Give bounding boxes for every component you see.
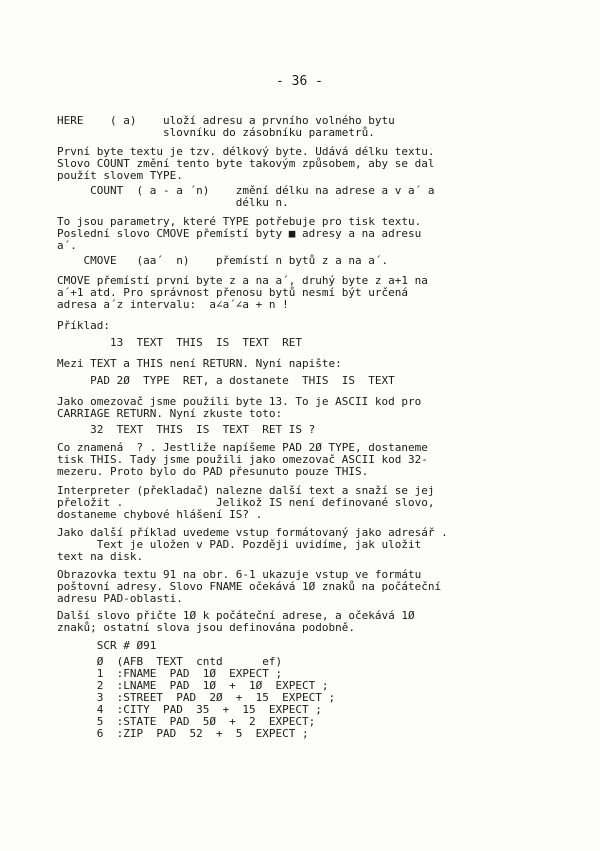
text-line: 6 :ZIP PAD 52 + 5 EXPECT ; (57, 727, 309, 740)
text-line: poštovní adresy. Slovo FNAME očekává 1Ø znaků na počáteční (57, 580, 442, 593)
text-line: adresa a´z intervalu: a∠a´∠a + n ! (57, 298, 289, 311)
text-line: délku n. (57, 196, 289, 209)
text-line: adresu PAD-oblasti. (57, 592, 183, 605)
text-line: mezeru. Proto bylo do PAD přesunuto pouze THIS. (57, 465, 369, 478)
text-line: HERE ( a) uloží adresu a prvního volného bytu (57, 114, 395, 127)
text-line: První byte textu je tzv. délkový byte. Udává délku textu. (57, 145, 435, 158)
text-line: 3 :STREET PAD 2Ø + 15 EXPECT ; (57, 691, 336, 704)
text-line: 4 :CITY PAD 35 + 15 EXPECT ; (57, 703, 322, 716)
text-line: Text je uložen v PAD. Později uvidíme, jak uložit (57, 538, 422, 551)
text-line: text na disk. (57, 550, 144, 563)
text-line: Slovo COUNT změní tento byte takovým způsobem, aby se dal (57, 157, 435, 170)
text-line: 1 :FNAME PAD 1Ø EXPECT ; (57, 667, 283, 680)
text-line: 13 TEXT THIS IS TEXT RET (57, 336, 303, 349)
text-line: znaků; ostatní slova jsou definována podobně. (57, 621, 356, 634)
text-line: 5 :STATE PAD 5Ø + 2 EXPECT; (57, 715, 316, 728)
text-line: 32 TEXT THIS IS TEXT RET IS ? (57, 423, 316, 436)
text-line: Interpreter (překladač) nalezne další text a snaží se jej (57, 484, 435, 497)
text-line: PAD 2Ø TYPE RET, a dostanete THIS IS TEXT (57, 374, 395, 387)
text-line: To jsou parametry, které TYPE potřebuje pro tisk textu. (57, 215, 422, 228)
text-line: CMOVE (aa´ n) přemístí n bytů z a na a´. (57, 254, 389, 267)
text-line: CARRIAGE RETURN. Nyní zkuste toto: (57, 407, 283, 420)
text-line: Mezi TEXT a THIS není RETURN. Nyní napište: (57, 357, 342, 370)
text-line: použít slovem TYPE. (57, 169, 183, 182)
text-line: Poslední slovo CMOVE přemístí byty ■ adresy a na adresu (57, 227, 422, 240)
text-line: přeložit . Jelikož IS není definované slovo, (57, 496, 435, 509)
text-line: CMOVE přemístí první byte z a na a´, druhý byte z a+1 na (57, 274, 428, 287)
text-line: a´+1 atd. Pro správnost přenosu bytů nesmí být určená (57, 286, 408, 299)
text-line: 2 :LNAME PAD 1Ø + 1Ø EXPECT ; (57, 679, 329, 692)
text-line: slovníku do zásobníku parametrů. (57, 126, 375, 139)
text-line: Jako omezovač jsme použili byte 13. To je ASCII kod pro (57, 395, 422, 408)
text-line: Jako další příklad uvedeme vstup formátovaný jako adresář . (57, 526, 448, 539)
text-line: dostaneme chybové hlášení IS? . (57, 508, 263, 521)
text-line: Příklad: (57, 319, 110, 332)
text-line: COUNT ( a - a ´n) změní délku na adrese a v a´ a (57, 184, 435, 197)
text-line: Obrazovka textu 91 na obr. 6-1 ukazuje vstup ve formátu (57, 568, 422, 581)
text-line: Další slovo přičte 1Ø k počáteční adrese, a očekává 1Ø (57, 609, 415, 622)
text-line: tisk THIS. Tady jsme použili jako omezovač ASCII kod 32- (57, 453, 428, 466)
text-line: a´. (57, 239, 77, 252)
text-line: SCR # Ø91 (57, 639, 157, 652)
text-line: Ø (AFB TEXT cntd ef) (57, 655, 283, 668)
text-line: Co znamená ? . Jestliže napíšeme PAD 2Ø TYPE, dostaneme (57, 441, 428, 454)
page-number: - 36 - (276, 74, 323, 89)
